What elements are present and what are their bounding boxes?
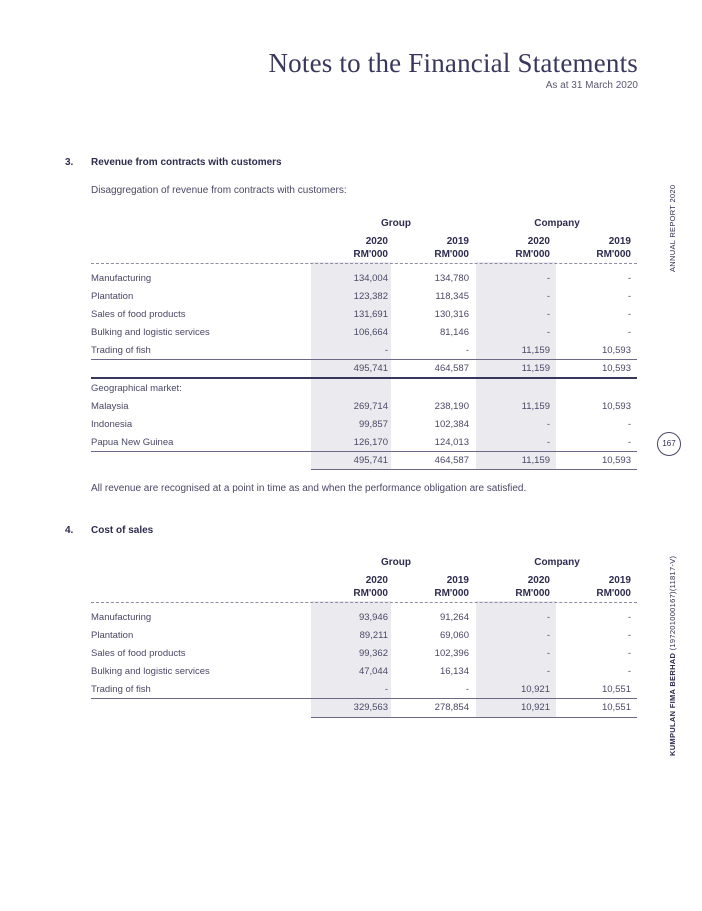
cell: -	[465, 345, 469, 356]
header-company: Company	[534, 218, 580, 229]
cell: 99,362	[358, 648, 388, 659]
cell: 102,396	[434, 648, 469, 659]
row-label: Indonesia	[91, 419, 133, 430]
header-year-c2019: 2019	[608, 575, 631, 586]
cell: -	[627, 437, 631, 448]
geo-heading-row	[91, 380, 637, 398]
row-label: Malaysia	[91, 401, 129, 412]
cell: -	[384, 345, 388, 356]
cell: -	[546, 648, 550, 659]
table-row	[91, 398, 637, 416]
cell: 10,551	[601, 684, 631, 695]
table-row	[91, 288, 637, 306]
section-3-intro: Disaggregation of revenue from contracts with customers:	[91, 185, 347, 196]
section-3-note: All revenue are recognised at a point in time as and when the performance obligation are satisfied.	[91, 483, 527, 494]
row-label: Bulking and logistic services	[91, 327, 210, 338]
cell: -	[465, 684, 469, 695]
header-unit-c2019: RM'000	[596, 249, 631, 260]
cell: 238,190	[434, 401, 469, 412]
cell: -	[546, 309, 550, 320]
cell: -	[546, 612, 550, 623]
table-row	[91, 627, 637, 645]
cell: 10,921	[520, 684, 550, 695]
table-row	[91, 342, 637, 360]
side-company-name: KUMPULAN FIMA BERHAD	[668, 652, 677, 756]
cell: 134,004	[353, 273, 388, 284]
header-year-c2019: 2019	[608, 236, 631, 247]
cell: 11,159	[521, 401, 550, 412]
header-divider	[91, 263, 637, 264]
header-unit-c2019: RM'000	[596, 588, 631, 599]
header-unit-g2020: RM'000	[353, 588, 388, 599]
table-row	[91, 663, 637, 681]
cell: 130,316	[434, 309, 469, 320]
header-group: Group	[381, 218, 411, 229]
row-label: Manufacturing	[91, 273, 152, 284]
row-label: Manufacturing	[91, 612, 152, 623]
cell: -	[627, 309, 631, 320]
header-year-c2020: 2020	[527, 575, 550, 586]
total-cell: 11,159	[521, 455, 550, 466]
total-cell: 10,921	[520, 702, 550, 713]
page-number: 167	[657, 432, 681, 456]
cell: -	[546, 327, 550, 338]
total-line	[91, 377, 637, 379]
total-cell: 495,741	[353, 363, 388, 374]
cell: -	[627, 612, 631, 623]
total-row	[91, 360, 637, 378]
total-row	[91, 452, 637, 470]
total-cell: 329,563	[353, 702, 388, 713]
total-cell: 10,593	[601, 363, 631, 374]
total-cell: 11,159	[521, 363, 550, 374]
cell: 16,134	[439, 666, 469, 677]
table-row	[91, 681, 637, 699]
table-row	[91, 434, 637, 452]
cell: 69,060	[439, 630, 469, 641]
cell: 10,593	[601, 345, 631, 356]
cell: 99,857	[358, 419, 388, 430]
cell: -	[546, 419, 550, 430]
cell: 93,946	[358, 612, 388, 623]
table-row	[91, 306, 637, 324]
page-title: Notes to the Financial Statements	[268, 48, 638, 78]
cell: 123,382	[353, 291, 388, 302]
cell: 10,593	[601, 401, 631, 412]
total-cell: 10,593	[601, 455, 631, 466]
cell: -	[546, 630, 550, 641]
row-label: Plantation	[91, 291, 134, 302]
side-company-reg: (197201000167)(11817-V)	[668, 555, 677, 653]
total-cell: 10,551	[601, 702, 631, 713]
cell: 102,384	[434, 419, 469, 430]
section-3-title: Revenue from contracts with customers	[91, 157, 282, 168]
section-3-number: 3.	[65, 157, 74, 168]
cell: 269,714	[353, 401, 388, 412]
cell: -	[546, 666, 550, 677]
side-annual-report: ANNUAL REPORT 2020	[668, 184, 677, 272]
side-company	[668, 556, 677, 756]
row-label: Trading of fish	[91, 345, 151, 356]
cell: 126,170	[353, 437, 388, 448]
cell: 11,159	[521, 345, 550, 356]
table-row	[91, 270, 637, 288]
table-row	[91, 416, 637, 434]
cell: 91,264	[439, 612, 469, 623]
cell: -	[546, 437, 550, 448]
header-group: Group	[381, 557, 411, 568]
total-cell: 495,741	[353, 455, 388, 466]
cell: 89,211	[359, 630, 388, 641]
total-line	[311, 717, 637, 718]
cell: -	[627, 273, 631, 284]
row-label: Sales of food products	[91, 309, 186, 320]
section-4-number: 4.	[65, 525, 74, 536]
cell: -	[627, 419, 631, 430]
cell: 118,345	[435, 291, 469, 302]
header-company: Company	[534, 557, 580, 568]
cost-of-sales-table	[91, 554, 637, 719]
row-label: Sales of food products	[91, 648, 186, 659]
cell: 81,146	[439, 327, 469, 338]
total-row	[91, 699, 637, 717]
header-divider	[91, 602, 637, 603]
table-row	[91, 609, 637, 627]
row-label: Trading of fish	[91, 684, 151, 695]
header-year-g2020: 2020	[365, 575, 388, 586]
geo-heading: Geographical market:	[91, 383, 182, 394]
cell: -	[384, 684, 388, 695]
cell: 131,691	[353, 309, 388, 320]
cell: -	[627, 327, 631, 338]
total-cell: 464,587	[434, 455, 469, 466]
header-unit-c2020: RM'000	[515, 588, 550, 599]
row-label: Papua New Guinea	[91, 437, 174, 448]
table-row	[91, 645, 637, 663]
page-subtitle: As at 31 March 2020	[545, 80, 638, 91]
cell: -	[546, 273, 550, 284]
section-4-title: Cost of sales	[91, 525, 154, 536]
row-label: Plantation	[91, 630, 134, 641]
cell: -	[627, 291, 631, 302]
header-unit-g2019: RM'000	[434, 588, 469, 599]
header-unit-g2019: RM'000	[434, 249, 469, 260]
header-unit-c2020: RM'000	[515, 249, 550, 260]
cell: -	[546, 291, 550, 302]
cell: -	[627, 666, 631, 677]
cell: 47,044	[358, 666, 388, 677]
header-year-c2020: 2020	[527, 236, 550, 247]
total-cell: 278,854	[434, 702, 469, 713]
header-year-g2020: 2020	[365, 236, 388, 247]
header-year-g2019: 2019	[446, 236, 469, 247]
header-unit-g2020: RM'000	[353, 249, 388, 260]
cell: 134,780	[434, 273, 469, 284]
table-row	[91, 324, 637, 342]
cell: 106,664	[353, 327, 388, 338]
cell: -	[627, 630, 631, 641]
row-label: Bulking and logistic services	[91, 666, 210, 677]
cell: 124,013	[434, 437, 469, 448]
total-line	[311, 469, 637, 470]
revenue-table	[91, 215, 637, 470]
header-year-g2019: 2019	[446, 575, 469, 586]
total-cell: 464,587	[434, 363, 469, 374]
cell: -	[627, 648, 631, 659]
